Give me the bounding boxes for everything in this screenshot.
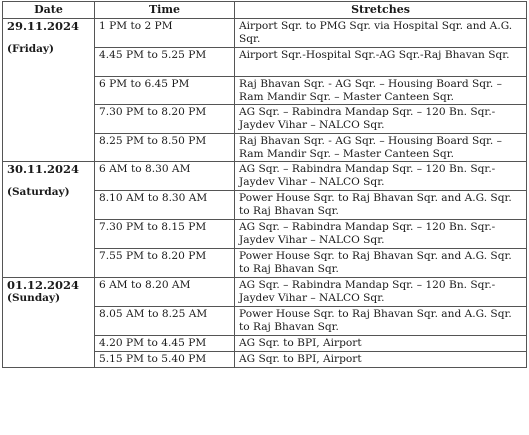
weekday-text: (Saturday) [7, 186, 70, 198]
date-cell [3, 19, 95, 162]
time-cell: 8.10 AM to 8.30 AM [95, 191, 235, 220]
traffic-schedule-table [2, 1, 527, 368]
stretch-cell: AG Sqr. – Rabindra Mandap Sqr. – 120 Bn. Sqr.- Jaydev Vihar – NALCO Sqr. [235, 105, 527, 134]
time-cell: 4.45 PM to 5.25 PM [95, 48, 235, 77]
time-cell: 1 PM to 2 PM [95, 19, 235, 48]
stretch-cell: Airport Sqr.-Hospital Sqr.-AG Sqr.-Raj Bhavan Sqr. [235, 48, 527, 77]
time-cell: 7.30 PM to 8.20 PM [95, 105, 235, 134]
table-row [3, 278, 527, 307]
date-text: 29.11.2024 [7, 19, 80, 33]
time-cell: 8.05 AM to 8.25 AM [95, 307, 235, 336]
stretch-cell: Raj Bhavan Sqr. - AG Sqr. – Housing Board Sqr. – Ram Mandir Sqr. – Master Canteen Sqr. [235, 134, 527, 162]
time-cell: 4.20 PM to 4.45 PM [95, 336, 235, 352]
header-date: Date [3, 2, 95, 19]
table-row [3, 162, 527, 191]
time-cell: 6 AM to 8.30 AM [95, 162, 235, 191]
date-text: 30.11.2024 [7, 162, 80, 176]
time-cell: 8.25 PM to 8.50 PM [95, 134, 235, 162]
stretch-cell: Raj Bhavan Sqr. - AG Sqr. – Housing Board Sqr. – Ram Mandir Sqr. – Master Canteen Sqr. [235, 77, 527, 105]
stretch-cell: AG Sqr. – Rabindra Mandap Sqr. – 120 Bn. Sqr.- Jaydev Vihar – NALCO Sqr. [235, 220, 527, 249]
stretch-cell: Airport Sqr. to PMG Sqr. via Hospital Sqr. and A.G. Sqr. [235, 19, 527, 48]
header-stretches: Stretches [235, 2, 527, 19]
stretch-cell: AG Sqr. – Rabindra Mandap Sqr. – 120 Bn. Sqr.- Jaydev Vihar – NALCO Sqr. [235, 278, 527, 307]
date-text: 01.12.2024 [7, 278, 80, 292]
date-cell [3, 278, 95, 368]
time-cell: 6 PM to 6.45 PM [95, 77, 235, 105]
header-row [3, 2, 527, 19]
stretch-cell: Power House Sqr. to Raj Bhavan Sqr. and A.G. Sqr. to Raj Bhavan Sqr. [235, 307, 527, 336]
time-cell: 7.30 PM to 8.15 PM [95, 220, 235, 249]
stretch-cell: AG Sqr. to BPI, Airport [235, 336, 527, 352]
stretch-cell: AG Sqr. to BPI, Airport [235, 352, 527, 368]
table-row [3, 19, 527, 48]
time-cell: 7.55 PM to 8.20 PM [95, 249, 235, 278]
time-cell: 5.15 PM to 5.40 PM [95, 352, 235, 368]
stretch-cell: AG Sqr. – Rabindra Mandap Sqr. – 120 Bn. Sqr.- Jaydev Vihar – NALCO Sqr. [235, 162, 527, 191]
weekday-text: (Friday) [7, 43, 54, 55]
stretch-cell: Power House Sqr. to Raj Bhavan Sqr. and A.G. Sqr. to Raj Bhavan Sqr. [235, 249, 527, 278]
date-cell [3, 162, 95, 278]
time-cell: 6 AM to 8.20 AM [95, 278, 235, 307]
weekday-text: (Sunday) [7, 292, 61, 304]
stretch-cell: Power House Sqr. to Raj Bhavan Sqr. and A.G. Sqr. to Raj Bhavan Sqr. [235, 191, 527, 220]
header-time: Time [95, 2, 235, 19]
